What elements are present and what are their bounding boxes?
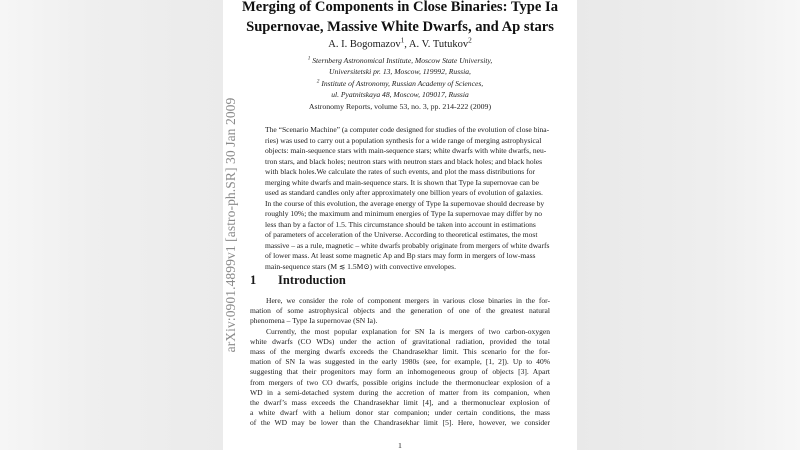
body-line: Currently, the most popular explanation for SN Ia is mergers of two carbon-oxygen	[266, 326, 550, 336]
abstract-line: ries) was used to carry out a population synthesis for a wide range of merging astrophysical	[265, 135, 542, 145]
abstract-line: The “Scenario Machine” (a computer code designed for studies of the evolution of close bina-	[265, 125, 550, 134]
abstract-line: with black holes.We calculate the rates of such events, and plot the mass distributions for	[265, 167, 535, 176]
title-line-1: Merging of Components in Close Binaries: Type Ia	[241, 0, 559, 15]
journal-reference: Astronomy Reports, volume 53, no. 3, pp. 214-222 (2009)	[308, 102, 492, 111]
viewer-background-right	[577, 0, 800, 450]
author-name: A. I. Bogomazov	[328, 39, 401, 50]
section-heading	[250, 272, 346, 288]
abstract-line: used as standard candles only after approximately one billion years of evolution of galaxies.	[265, 188, 543, 197]
body-line: phenomena – Type Ia supernovae (SN Ia).	[250, 316, 378, 326]
abstract-line: objects: main-sequence stars with main-sequence stars; white dwarfs with white dwarfs, neu-	[265, 146, 547, 155]
body-line: from mergers of two CO dwarfs, possible origins include the thermonuclear explosion of a	[250, 377, 550, 387]
abstract-line: roughly 10%; the maximum and minimum energies of Type Ia supernovae may differ by no	[265, 209, 542, 218]
body-line: mation of SN Ia was suggested in the early 1980s (see, for example, [1, 2]). Up to 40%	[250, 357, 550, 367]
title-line-2: Supernovae, Massive White Dwarfs, and Ap stars	[246, 19, 554, 35]
body-line: the dwarf’s mass exceeds the Chandrasekhar limit [4], and a thermonuclear explosion of	[250, 397, 550, 407]
body-line: white dwarfs (CO WDs) under the action of gravitational radiation, provided the total	[250, 336, 550, 346]
affiliation-mark: 1	[307, 55, 311, 62]
affiliation-1-line-2: Universitetski pr. 13, Moscow, 119992, Russia,	[329, 67, 471, 76]
affiliation-1-line-1	[223, 56, 577, 66]
abstract-line: massive – as a rule, magnetic – white dwarfs probably originate from mergers of white dwarfs	[265, 240, 550, 250]
affiliation-mark: 2	[316, 78, 320, 85]
author-affil-mark: 2	[468, 35, 472, 45]
abstract-line: of parameters of acceleration of the Universe. According to theoretical estimates, the most	[265, 230, 538, 239]
author-name: A. V. Tutukov	[408, 39, 469, 50]
abstract-line: less than by a factor of 1.5. This circumstance should be taken into account in estimations	[265, 219, 536, 229]
abstract-line: In the course of this evolution, the average energy of Type Ia supernovae should decrease by	[265, 198, 545, 208]
author-list	[223, 35, 577, 51]
paper-title	[223, 0, 577, 37]
section-title-text: Introduction	[278, 273, 346, 287]
page-number: 1	[398, 441, 402, 450]
abstract-line: of lower mass. At least some magnetic Ap and Bp stars may form in mergers of low-mass	[265, 251, 536, 260]
author-affil-mark: 1	[400, 35, 405, 45]
body-line: mation of some astrophysical objects and the generation of one of the greatest natural	[250, 306, 550, 316]
body-line: WD in a semi-detached system during the accretion of matter from its companion, when	[250, 387, 550, 397]
body-line: Here, we consider the role of component mergers in various close binaries in the for-	[266, 296, 550, 305]
affiliation-text: Sternberg Astronomical Institute, Moscow State University,	[312, 56, 493, 65]
body-line: mass of the merging dwarfs exceeds the Chandrasekhar limit. This scenario for the for-	[250, 346, 550, 356]
viewer-background-left	[0, 0, 223, 450]
body-line: a white dwarf with a helium donor star companion; under certain conditions, the mass	[250, 408, 550, 418]
affiliation-text: Institute of Astronomy, Russian Academy of Sciences,	[321, 79, 484, 88]
body-line: suggesting that their progenitors may form an inhomogeneous group of objects [3]. Apart	[250, 367, 550, 377]
introduction-body	[250, 296, 550, 428]
affiliation-2-line-1	[223, 79, 577, 89]
section-number: 1	[250, 273, 257, 287]
abstract-line: merging white dwarfs and main-sequence stars. It is shown that Type Ia supernovae can be	[265, 177, 539, 187]
abstract-line: tron stars, and black holes; neutron stars with neutron stars and black holes; and black holes	[265, 156, 543, 166]
body-line: of the WD may be lower than the Chandrasekhar limit [5]. Here, however, we consider	[250, 418, 550, 428]
arxiv-identifier-stamp: arXiv:0901.4899v1 [astro-ph.SR] 30 Jan 2009	[223, 97, 238, 353]
abstract-line: main-sequence stars (M ≲ 1.5M⊙) with convective envelopes.	[265, 261, 456, 271]
abstract	[265, 125, 550, 272]
affiliation-2-line-2: ul. Pyatnitskaya 48, Moscow, 109017, Russia	[331, 90, 469, 99]
author-separator: ,	[404, 39, 409, 50]
document-page	[223, 0, 577, 450]
